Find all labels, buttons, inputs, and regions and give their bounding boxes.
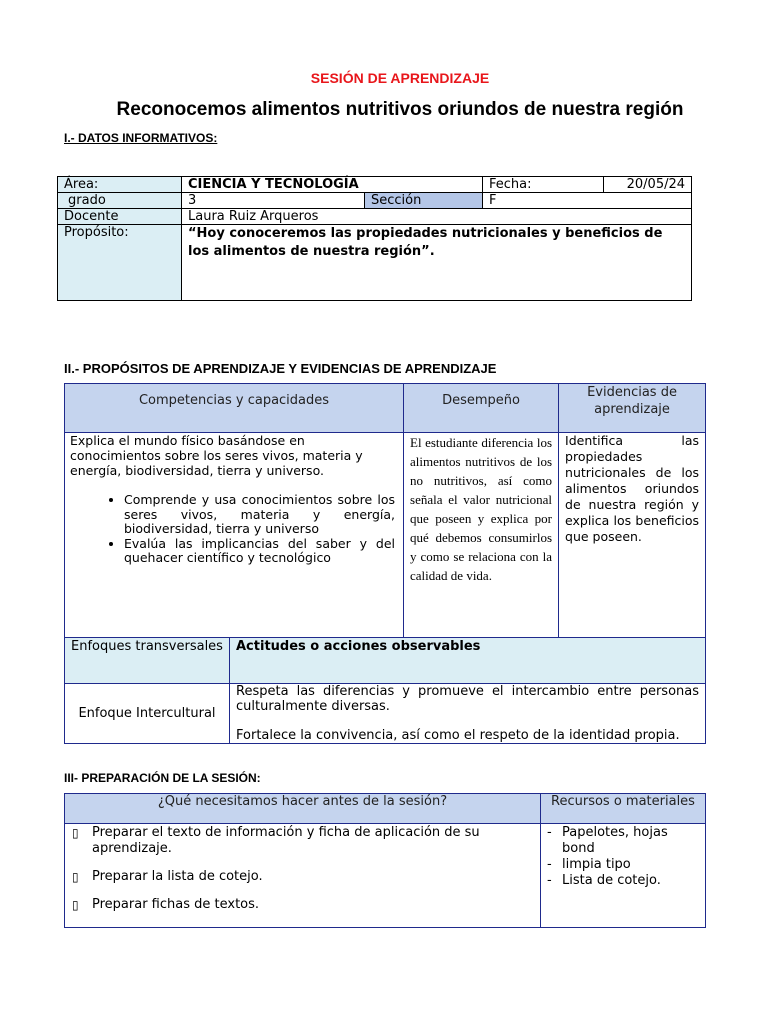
checkbox-icon: ▯ bbox=[72, 898, 79, 912]
proposito-value: “Hoy conoceremos las propiedades nutricionales y beneficios de los alimentos de nuestra región”. bbox=[182, 225, 692, 301]
seccion-label: Sección bbox=[365, 193, 483, 208]
tarea-item: ▯ Preparar la lista de cotejo. bbox=[65, 869, 540, 885]
desempeno-text: El estudiante diferencia los alimentos nutritivos de los no nutritivos, así como señala el valor nutricional que poseen y explica por qué debemos consumirlos y como se relaciona con la calidad de vida. bbox=[404, 433, 559, 638]
competencia-text: Explica el mundo físico basándose en conocimientos sobre los seres vivos, materia y energía, biodiversidad, tierra y universo. bbox=[70, 433, 363, 478]
grado-value: 3 bbox=[182, 193, 365, 209]
enfoque-name: Enfoque Intercultural bbox=[65, 684, 230, 744]
docente-label: Docente bbox=[58, 209, 182, 225]
section-1-heading: I.- DATOS INFORMATIVOS: bbox=[64, 131, 218, 145]
recurso-item: - Papelotes, hojas bond bbox=[547, 825, 668, 856]
info-table bbox=[57, 176, 692, 301]
competencias-table bbox=[64, 383, 706, 744]
capacidades-list bbox=[70, 493, 395, 566]
col-antes-header: ¿Qué necesitamos hacer antes de la sesión? bbox=[65, 794, 541, 824]
actitud-2: Fortalece la convivencia, así como el respeto de la identidad propia. bbox=[236, 728, 680, 743]
actitudes-cell bbox=[230, 684, 706, 744]
capacidad-item: • Evalúa las implicancias del saber y del quehacer científico y tecnológico bbox=[124, 537, 395, 566]
proposito-label: Propósito: bbox=[58, 225, 182, 301]
col-evidencias-header: Evidencias de aprendizaje bbox=[559, 384, 706, 433]
fecha-value: 20/05/24 bbox=[604, 177, 692, 193]
seccion-value: F bbox=[489, 193, 497, 208]
area-value: CIENCIA Y TECNOLOGÍA bbox=[182, 177, 483, 193]
tarea-item: ▯ Preparar fichas de textos. bbox=[65, 897, 540, 913]
document-title: Reconocemos alimentos nutritivos oriundos de nuestra región bbox=[116, 99, 684, 120]
actitudes-label: Actitudes o acciones observables bbox=[230, 638, 706, 684]
fecha-label: Fecha: bbox=[483, 177, 604, 193]
section-3-heading: III- PREPARACIÓN DE LA SESIÓN: bbox=[64, 771, 261, 785]
col-competencias-header: Competencias y capacidades bbox=[65, 384, 404, 433]
enfoques-label: Enfoques transversales bbox=[65, 638, 230, 684]
recurso-item: - Lista de cotejo. bbox=[547, 873, 661, 888]
checkbox-icon: ▯ bbox=[72, 870, 79, 884]
tarea-item: ▯ Preparar el texto de información y ficha de aplicación de su aprendizaje. bbox=[65, 825, 540, 857]
preparacion-table bbox=[64, 793, 706, 928]
competencia-cell bbox=[65, 433, 404, 638]
document-label: SESIÓN DE APRENDIZAJE bbox=[310, 70, 490, 86]
section-2-heading: II.- PROPÓSITOS DE APRENDIZAJE Y EVIDENCIAS DE APRENDIZAJE bbox=[64, 361, 497, 376]
tareas-cell bbox=[65, 824, 541, 928]
area-label: Área: bbox=[58, 177, 182, 193]
evidencias-text: Identifica las propiedades nutricionales de los alimentos oriundos de nuestra región y explica los beneficios que poseen. bbox=[559, 433, 706, 638]
checkbox-icon: ▯ bbox=[72, 826, 79, 840]
col-desempeno-header: Desempeño bbox=[404, 384, 559, 433]
docente-value: Laura Ruiz Arqueros bbox=[182, 209, 692, 225]
recursos-cell bbox=[541, 824, 706, 928]
capacidad-item: • Comprende y usa conocimientos sobre los seres vivos, materia y energía, biodiversidad, tierra y universo bbox=[124, 493, 395, 537]
recurso-item: - limpia tipo bbox=[547, 857, 631, 872]
col-recursos-header: Recursos o materiales bbox=[541, 794, 706, 824]
grado-label: grado bbox=[58, 193, 182, 209]
actitud-1: Respeta las diferencias y promueve el intercambio entre personas culturalmente diversas. bbox=[236, 684, 700, 714]
